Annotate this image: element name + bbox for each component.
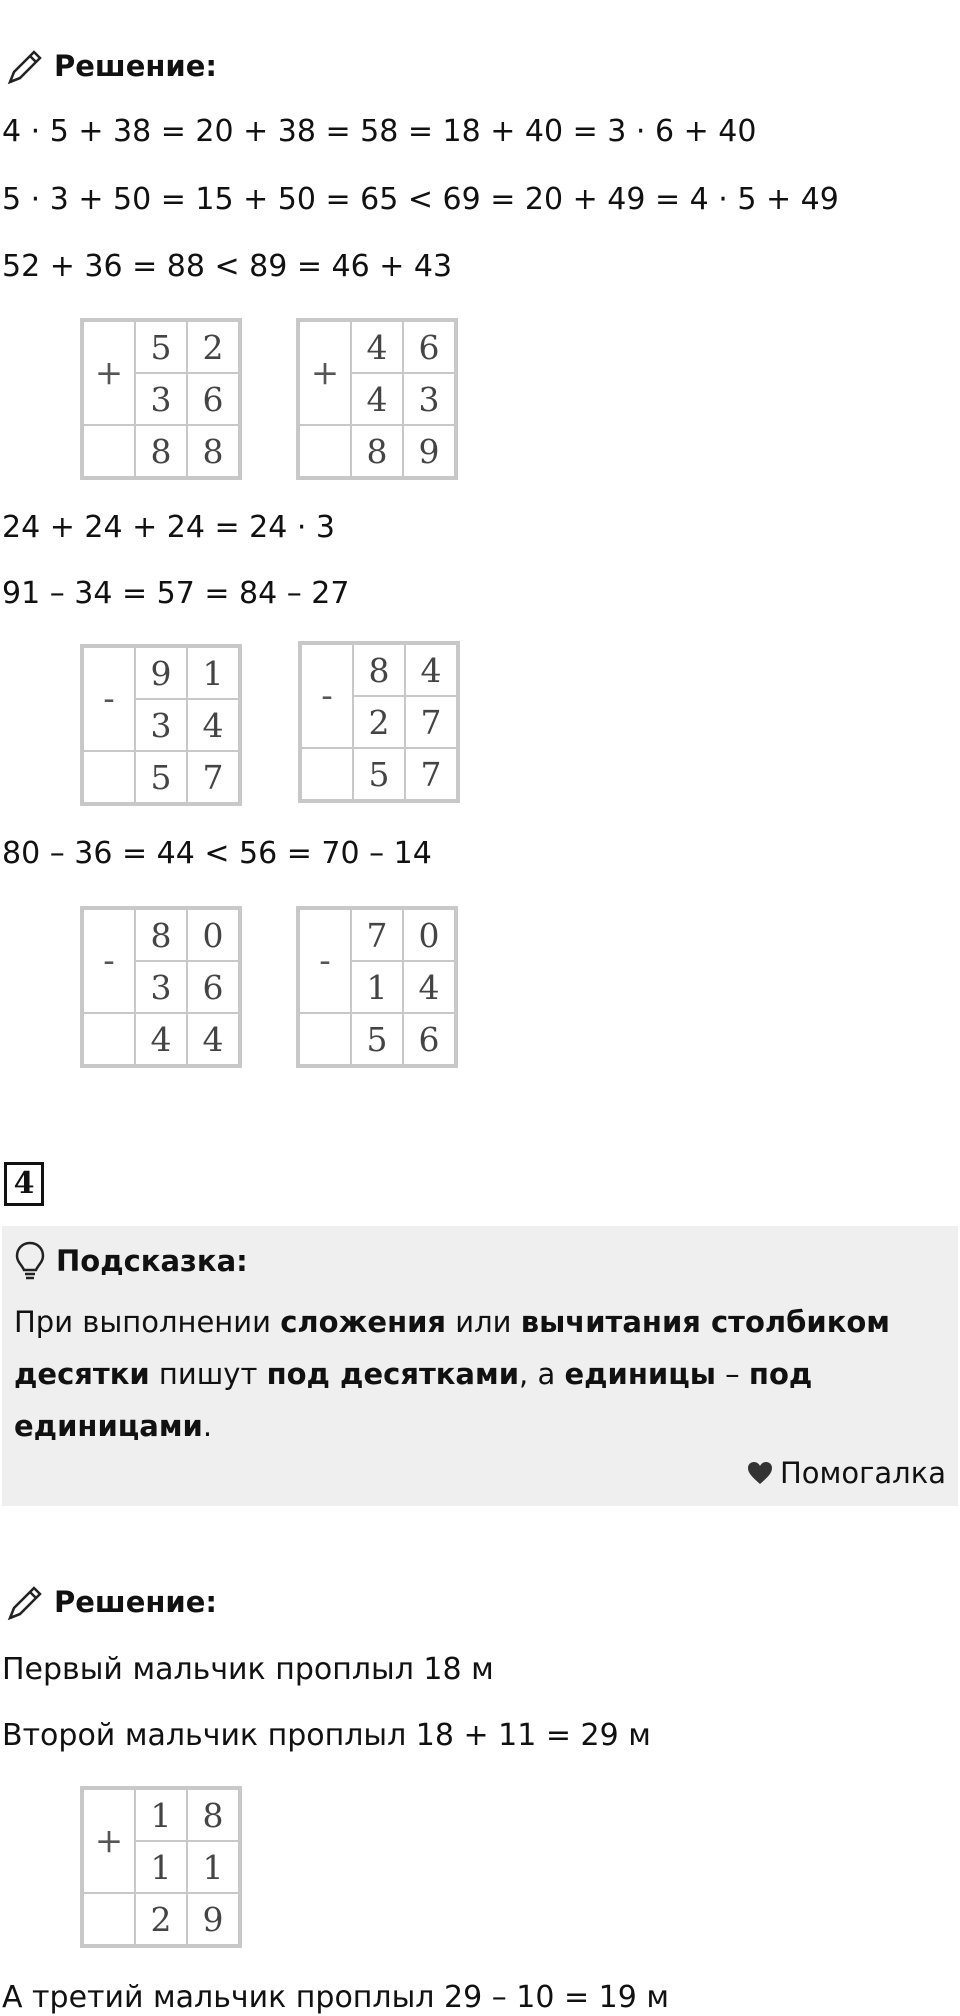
- digit: 5: [351, 1013, 403, 1065]
- empty-cell: [83, 1013, 135, 1065]
- operator: -: [83, 909, 135, 1013]
- digit: 8: [135, 425, 187, 477]
- hint-fragment: –: [715, 1357, 749, 1391]
- brand: [746, 1456, 946, 1490]
- solution-heading-text: Решение:: [54, 49, 218, 83]
- empty-cell: [299, 425, 351, 477]
- digit: 4: [403, 961, 455, 1013]
- hint-text: [14, 1296, 934, 1452]
- digit: 8: [135, 909, 187, 961]
- pencil-icon: [4, 44, 48, 88]
- lightbulb-icon: [14, 1240, 46, 1282]
- digit: 4: [351, 373, 403, 425]
- operator: -: [83, 647, 135, 751]
- digit: 3: [135, 961, 187, 1013]
- empty-cell: [83, 751, 135, 803]
- hint-bold: под единицами: [14, 1357, 813, 1443]
- digit: 4: [187, 1013, 239, 1065]
- equation-line: 52 + 36 = 88 < 89 = 46 + 43: [2, 249, 453, 284]
- empty-cell: [299, 1013, 351, 1065]
- solution-heading-text: Решение:: [54, 1585, 218, 1619]
- digit: 9: [403, 425, 455, 477]
- digit: 5: [135, 321, 187, 373]
- digit: 0: [187, 909, 239, 961]
- digit: 9: [187, 1893, 239, 1945]
- digit: 8: [187, 1789, 239, 1841]
- digit: 4: [351, 321, 403, 373]
- hint-fragment: пишут: [149, 1357, 267, 1391]
- operator: -: [301, 644, 353, 748]
- digit: 6: [403, 1013, 455, 1065]
- text-line: Первый мальчик проплыл 18 м: [2, 1652, 494, 1687]
- digit: 6: [403, 321, 455, 373]
- hint-bold: сложения: [280, 1305, 447, 1339]
- digit: 7: [187, 751, 239, 803]
- digit: 4: [405, 644, 457, 696]
- column-subtraction: [80, 644, 242, 806]
- digit: 7: [351, 909, 403, 961]
- digit: 1: [187, 647, 239, 699]
- hint-fragment: или: [446, 1305, 521, 1339]
- digit: 8: [187, 425, 239, 477]
- column-addition: [296, 318, 458, 480]
- digit: 7: [405, 748, 457, 800]
- hint-fragment: При выполнении: [14, 1305, 281, 1339]
- digit: 4: [135, 1013, 187, 1065]
- equation-line: 4 · 5 + 38 = 20 + 38 = 58 = 18 + 40 = 3 · 6 + 40: [2, 114, 757, 149]
- empty-cell: [301, 748, 353, 800]
- digit: 7: [405, 696, 457, 748]
- hint-title: [14, 1240, 248, 1282]
- column-addition: [80, 1786, 242, 1948]
- column-subtraction: [80, 906, 242, 1068]
- operator: -: [299, 909, 351, 1013]
- solution-heading: [4, 44, 217, 88]
- operator: +: [83, 1789, 135, 1893]
- digit: 1: [135, 1789, 187, 1841]
- brand-text: Помогалка: [780, 1456, 946, 1490]
- hint-title-text: Подсказка:: [56, 1244, 248, 1278]
- equation-line: 5 · 3 + 50 = 15 + 50 = 65 < 69 = 20 + 49 = 4 · 5 + 49: [2, 182, 839, 217]
- pencil-icon: [4, 1580, 48, 1624]
- task-number: 4: [4, 1162, 44, 1206]
- hint-box: [2, 1226, 958, 1506]
- operator: +: [83, 321, 135, 425]
- digit: 6: [187, 373, 239, 425]
- digit: 2: [187, 321, 239, 373]
- hint-fragment: .: [202, 1409, 213, 1443]
- equation-line: 91 – 34 = 57 = 84 – 27: [2, 576, 350, 611]
- column-subtraction: [298, 641, 460, 803]
- digit: 1: [351, 961, 403, 1013]
- digit: 4: [187, 699, 239, 751]
- digit: 2: [135, 1893, 187, 1945]
- digit: 1: [135, 1841, 187, 1893]
- digit: 1: [187, 1841, 239, 1893]
- text-line: А третий мальчик проплыл 29 – 10 = 19 м: [2, 1980, 669, 2015]
- digit: 0: [403, 909, 455, 961]
- digit: 5: [353, 748, 405, 800]
- digit: 8: [353, 644, 405, 696]
- digit: 9: [135, 647, 187, 699]
- digit: 8: [351, 425, 403, 477]
- equation-line: 24 + 24 + 24 = 24 · 3: [2, 510, 336, 545]
- hint-bold: единицы: [564, 1357, 716, 1391]
- hint-bold: под десятками: [266, 1357, 520, 1391]
- text-line: Второй мальчик проплыл 18 + 11 = 29 м: [2, 1718, 651, 1753]
- hint-fragment: , а: [519, 1357, 565, 1391]
- digit: 6: [187, 961, 239, 1013]
- digit: 3: [135, 699, 187, 751]
- digit: 2: [353, 696, 405, 748]
- equation-line: 80 – 36 = 44 < 56 = 70 – 14: [2, 836, 432, 871]
- digit: 3: [403, 373, 455, 425]
- empty-cell: [83, 1893, 135, 1945]
- empty-cell: [83, 425, 135, 477]
- digit: 3: [135, 373, 187, 425]
- operator: +: [299, 321, 351, 425]
- digit: 5: [135, 751, 187, 803]
- solution-heading: [4, 1580, 217, 1624]
- column-subtraction: [296, 906, 458, 1068]
- heart-icon: [746, 1460, 774, 1486]
- column-addition: [80, 318, 242, 480]
- hint-bold: вычитания столбиком десятки: [14, 1305, 891, 1391]
